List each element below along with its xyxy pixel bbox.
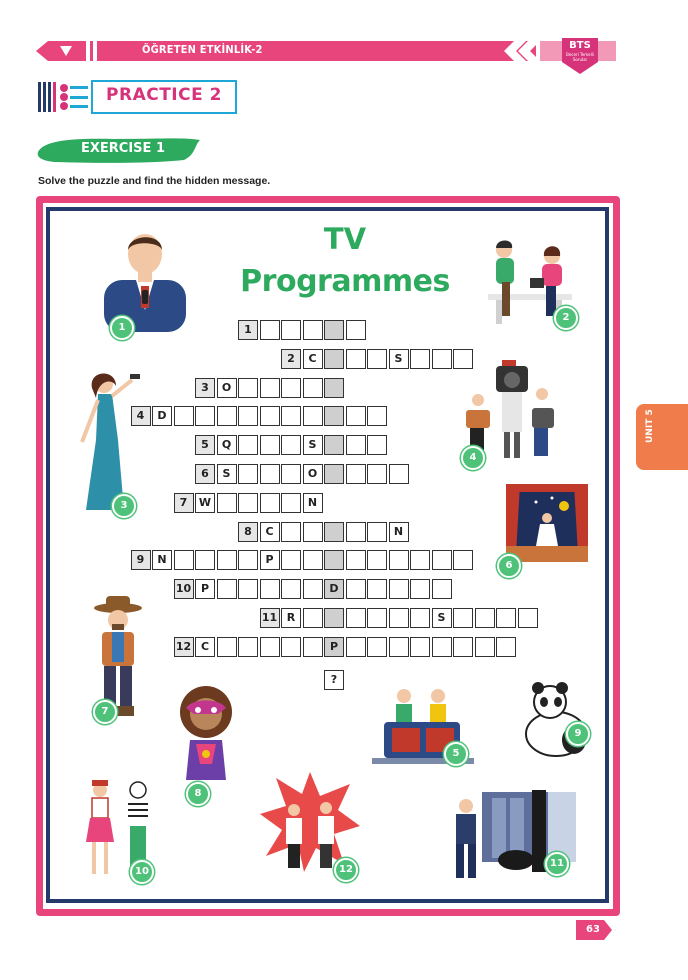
hidden-message-cell[interactable] bbox=[324, 378, 344, 398]
header-ribbon bbox=[36, 38, 616, 64]
picture-number-marker: 12 bbox=[334, 858, 358, 882]
letter-cell[interactable] bbox=[174, 406, 194, 426]
letter-cell[interactable] bbox=[281, 637, 301, 657]
letter-cell[interactable] bbox=[238, 579, 258, 599]
bts-badge-subtitle: Beceri Temelli Sorular bbox=[566, 52, 594, 62]
clue-number-cell: 8 bbox=[238, 522, 258, 542]
letter-cell[interactable] bbox=[217, 406, 237, 426]
letter-cell[interactable] bbox=[453, 550, 473, 570]
letter-cell[interactable] bbox=[346, 637, 366, 657]
clue-number-cell: 11 bbox=[260, 608, 280, 628]
letter-cell[interactable] bbox=[518, 608, 538, 628]
clue-number-cell: 10 bbox=[174, 579, 194, 599]
hidden-message-cell[interactable] bbox=[324, 550, 344, 570]
letter-cell[interactable]: W bbox=[195, 493, 215, 513]
clue-number-cell: 4 bbox=[131, 406, 151, 426]
letter-cell[interactable] bbox=[260, 493, 280, 513]
letter-cell[interactable] bbox=[389, 608, 409, 628]
superhero-cartoon-illustration bbox=[168, 684, 244, 788]
stage-show-illustration bbox=[506, 484, 588, 562]
picture-number-marker: 5 bbox=[444, 742, 468, 766]
letter-cell[interactable] bbox=[346, 320, 366, 340]
letter-cell[interactable] bbox=[453, 349, 473, 369]
letter-cell[interactable] bbox=[303, 522, 323, 542]
letter-cell[interactable] bbox=[432, 349, 452, 369]
hidden-message-marker: ? bbox=[324, 670, 344, 690]
hidden-message-cell[interactable] bbox=[324, 435, 344, 455]
clue-number-cell: 7 bbox=[174, 493, 194, 513]
letter-cell[interactable] bbox=[453, 608, 473, 628]
clue-number-cell: 3 bbox=[195, 378, 215, 398]
letter-cell[interactable] bbox=[260, 406, 280, 426]
panda-illustration bbox=[520, 680, 592, 760]
letter-cell[interactable]: C bbox=[260, 522, 280, 542]
letter-cell[interactable] bbox=[432, 637, 452, 657]
letter-cell[interactable] bbox=[303, 406, 323, 426]
ribbon-graphic bbox=[36, 38, 616, 64]
letter-cell[interactable] bbox=[238, 637, 258, 657]
letter-cell[interactable]: N bbox=[152, 550, 172, 570]
letter-cell[interactable] bbox=[346, 579, 366, 599]
letter-cell[interactable] bbox=[367, 637, 387, 657]
letter-cell[interactable] bbox=[346, 522, 366, 542]
picture-number-marker: 8 bbox=[186, 782, 210, 806]
letter-cell[interactable] bbox=[303, 608, 323, 628]
letter-cell[interactable]: O bbox=[217, 378, 237, 398]
letter-cell[interactable] bbox=[389, 637, 409, 657]
letter-cell[interactable] bbox=[496, 637, 516, 657]
letter-cell[interactable]: P bbox=[260, 550, 280, 570]
hidden-message-cell[interactable] bbox=[324, 464, 344, 484]
letter-cell[interactable] bbox=[281, 320, 301, 340]
ribbon-title: ÖĞRETEN ETKİNLİK-2 bbox=[142, 43, 263, 56]
clue-number-cell: 1 bbox=[238, 320, 258, 340]
letter-cell[interactable] bbox=[195, 406, 215, 426]
letter-cell[interactable] bbox=[281, 493, 301, 513]
letter-cell[interactable] bbox=[238, 493, 258, 513]
exercise-title: EXERCISE 1 bbox=[81, 141, 165, 156]
unit-side-tab[interactable] bbox=[636, 404, 688, 470]
letter-cell[interactable]: O bbox=[303, 464, 323, 484]
practice-icon bbox=[38, 80, 92, 114]
instruction-text: Solve the puzzle and find the hidden message. bbox=[38, 175, 271, 187]
letter-cell[interactable] bbox=[281, 378, 301, 398]
letter-cell[interactable] bbox=[432, 579, 452, 599]
letter-cell[interactable] bbox=[367, 435, 387, 455]
hidden-message-cell[interactable]: D bbox=[324, 579, 344, 599]
letter-cell[interactable] bbox=[260, 637, 280, 657]
letter-cell[interactable] bbox=[346, 349, 366, 369]
clue-number-cell: 9 bbox=[131, 550, 151, 570]
letter-cell[interactable] bbox=[281, 464, 301, 484]
letter-cell[interactable]: D bbox=[152, 406, 172, 426]
unit-side-tab-label: UNIT 5 bbox=[645, 409, 655, 443]
clue-number-cell: 2 bbox=[281, 349, 301, 369]
letter-cell[interactable]: S bbox=[432, 608, 452, 628]
letter-cell[interactable] bbox=[475, 637, 495, 657]
letter-cell[interactable] bbox=[238, 435, 258, 455]
letter-cell[interactable]: C bbox=[195, 637, 215, 657]
hidden-message-cell[interactable] bbox=[324, 320, 344, 340]
letter-cell[interactable] bbox=[367, 349, 387, 369]
puzzle-subtitle: Programmes bbox=[240, 264, 450, 299]
letter-cell[interactable] bbox=[389, 550, 409, 570]
letter-cell[interactable]: Q bbox=[217, 435, 237, 455]
picture-number-marker: 6 bbox=[497, 554, 521, 578]
letter-cell[interactable]: C bbox=[303, 349, 323, 369]
picture-number-marker: 1 bbox=[110, 316, 134, 340]
letter-cell[interactable] bbox=[260, 464, 280, 484]
letter-cell[interactable] bbox=[260, 320, 280, 340]
letter-cell[interactable] bbox=[281, 406, 301, 426]
letter-cell[interactable]: N bbox=[389, 522, 409, 542]
letter-cell[interactable] bbox=[217, 493, 237, 513]
hidden-message-cell[interactable]: P bbox=[324, 637, 344, 657]
letter-cell[interactable] bbox=[260, 378, 280, 398]
letter-cell[interactable] bbox=[346, 406, 366, 426]
hidden-message-cell[interactable] bbox=[324, 608, 344, 628]
letter-cell[interactable]: R bbox=[281, 608, 301, 628]
letter-cell[interactable] bbox=[432, 550, 452, 570]
letter-cell[interactable] bbox=[346, 435, 366, 455]
letter-cell[interactable] bbox=[346, 464, 366, 484]
letter-cell[interactable] bbox=[475, 608, 495, 628]
letter-cell[interactable] bbox=[367, 550, 387, 570]
letter-cell[interactable] bbox=[238, 378, 258, 398]
practice-title: PRACTICE 2 bbox=[106, 85, 222, 105]
western-cowboy-illustration bbox=[86, 596, 150, 720]
letter-cell[interactable]: P bbox=[195, 579, 215, 599]
letter-cell[interactable] bbox=[281, 522, 301, 542]
letter-cell[interactable] bbox=[238, 464, 258, 484]
puzzle-title: TV bbox=[323, 222, 367, 256]
picture-number-marker: 11 bbox=[545, 852, 569, 876]
letter-cell[interactable] bbox=[367, 522, 387, 542]
letter-cell[interactable] bbox=[410, 579, 430, 599]
letter-cell[interactable] bbox=[410, 550, 430, 570]
letter-cell[interactable] bbox=[410, 349, 430, 369]
letter-cell[interactable] bbox=[217, 550, 237, 570]
letter-cell[interactable] bbox=[496, 608, 516, 628]
letter-cell[interactable] bbox=[281, 435, 301, 455]
letter-cell[interactable] bbox=[281, 579, 301, 599]
letter-cell[interactable] bbox=[303, 320, 323, 340]
letter-cell[interactable] bbox=[174, 550, 194, 570]
bts-badge-title: BTS bbox=[569, 40, 591, 51]
picture-number-marker: 4 bbox=[461, 446, 485, 470]
clue-number-cell: 5 bbox=[195, 435, 215, 455]
letter-cell[interactable] bbox=[346, 550, 366, 570]
hidden-message-cell[interactable] bbox=[324, 349, 344, 369]
news-presenter-illustration bbox=[102, 228, 188, 332]
letter-cell[interactable] bbox=[217, 637, 237, 657]
letter-cell[interactable]: S bbox=[303, 435, 323, 455]
picture-number-marker: 2 bbox=[554, 306, 578, 330]
letter-cell[interactable] bbox=[389, 579, 409, 599]
letter-cell[interactable] bbox=[260, 579, 280, 599]
letter-cell[interactable] bbox=[453, 637, 473, 657]
letter-cell[interactable] bbox=[303, 637, 323, 657]
letter-cell[interactable] bbox=[281, 550, 301, 570]
letter-cell[interactable] bbox=[260, 435, 280, 455]
letter-cell[interactable] bbox=[389, 464, 409, 484]
letter-cell[interactable] bbox=[238, 406, 258, 426]
picture-number-marker: 7 bbox=[93, 700, 117, 724]
letter-cell[interactable]: N bbox=[303, 493, 323, 513]
letter-cell[interactable] bbox=[346, 608, 366, 628]
clue-number-cell: 12 bbox=[174, 637, 194, 657]
letter-cell[interactable] bbox=[367, 406, 387, 426]
letter-cell[interactable]: S bbox=[217, 464, 237, 484]
letter-cell[interactable] bbox=[410, 637, 430, 657]
letter-cell[interactable] bbox=[303, 579, 323, 599]
picture-number-marker: 3 bbox=[112, 494, 136, 518]
letter-cell[interactable] bbox=[217, 579, 237, 599]
letter-cell[interactable] bbox=[367, 579, 387, 599]
page-number: 63 bbox=[586, 924, 600, 935]
hidden-message-cell[interactable] bbox=[324, 522, 344, 542]
hidden-message-cell[interactable] bbox=[324, 406, 344, 426]
letter-cell[interactable] bbox=[367, 608, 387, 628]
letter-cell[interactable] bbox=[195, 550, 215, 570]
letter-cell[interactable] bbox=[238, 550, 258, 570]
letter-cell[interactable]: S bbox=[389, 349, 409, 369]
picture-number-marker: 9 bbox=[566, 722, 590, 746]
singer-illustration bbox=[72, 370, 144, 512]
clue-number-cell: 6 bbox=[195, 464, 215, 484]
picture-number-marker: 10 bbox=[130, 860, 154, 884]
letter-cell[interactable] bbox=[410, 608, 430, 628]
letter-cell[interactable] bbox=[303, 378, 323, 398]
letter-cell[interactable] bbox=[303, 550, 323, 570]
letter-cell[interactable] bbox=[367, 464, 387, 484]
